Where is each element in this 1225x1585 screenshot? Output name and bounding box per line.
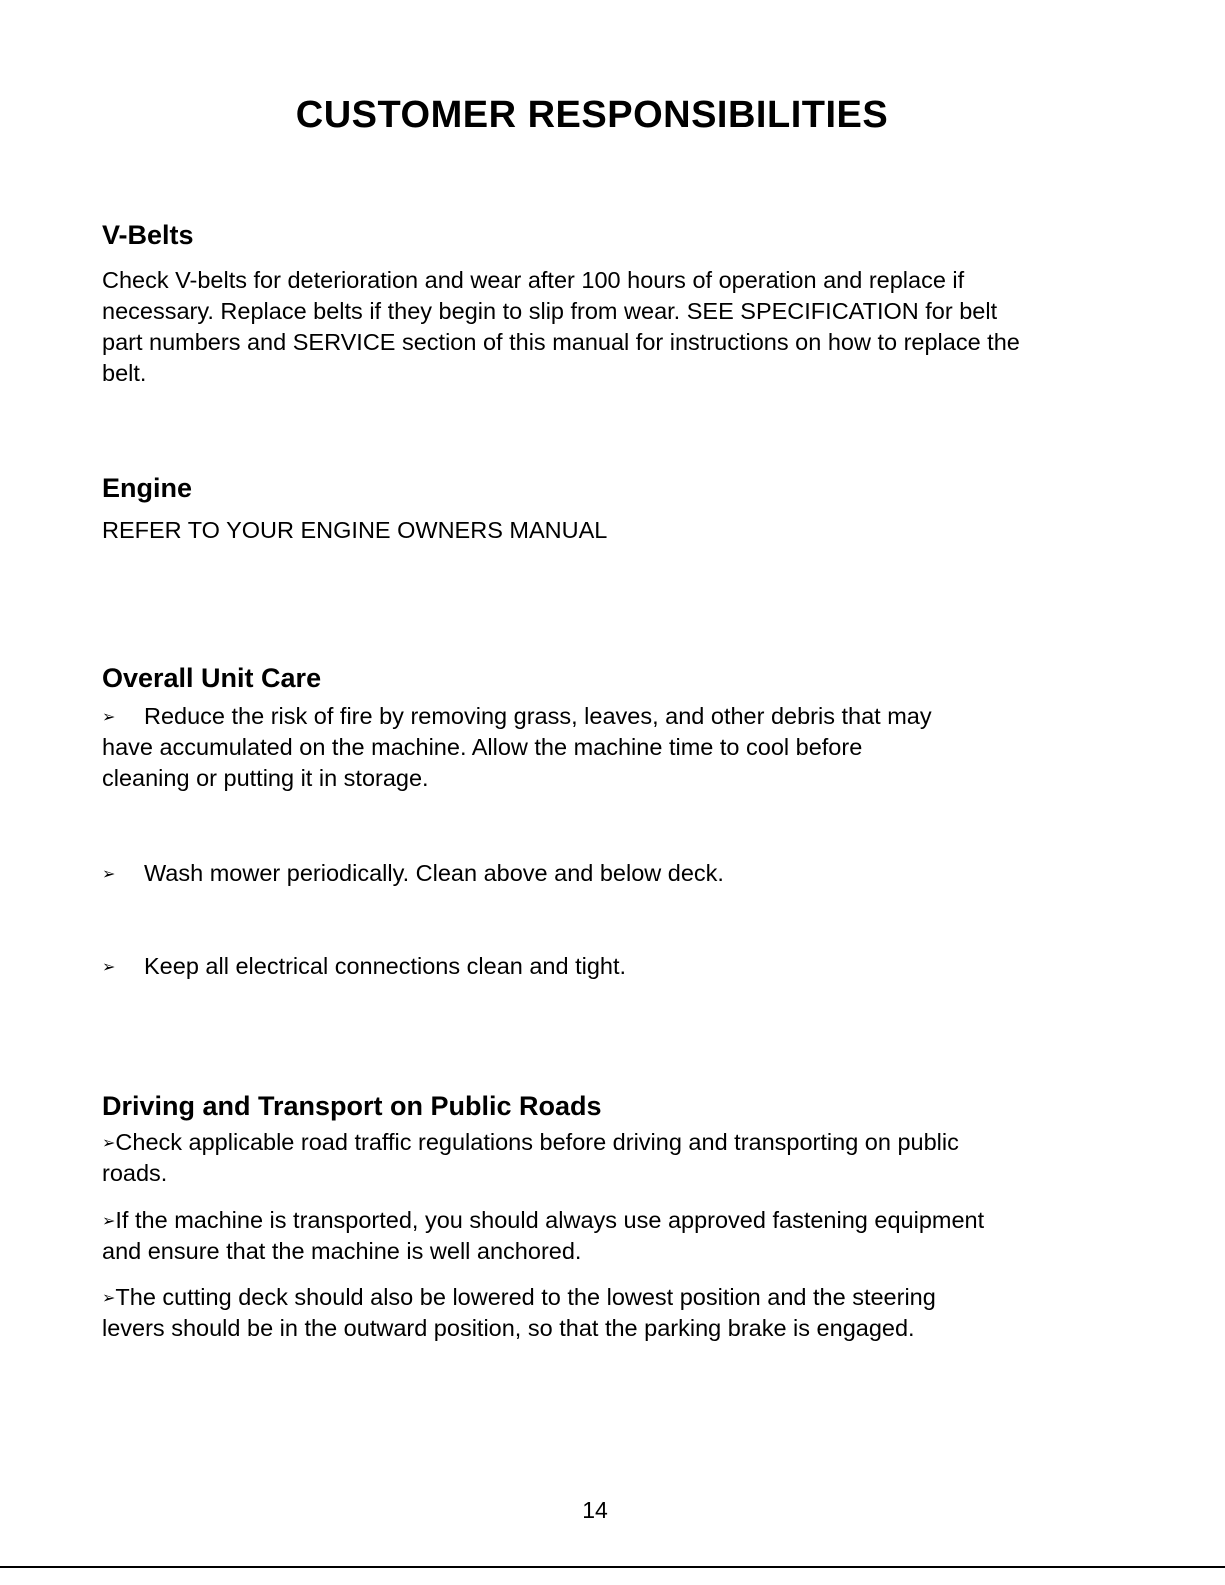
engine-paragraph: REFER TO YOUR ENGINE OWNERS MANUAL	[102, 517, 608, 543]
unit-care-item-text: Keep all electrical connections clean and tight.	[144, 953, 627, 979]
transport-item-text: If the machine is transported, you should always use approved fastening equipment	[115, 1207, 985, 1233]
transport-item-text: The cutting deck should also be lowered to the lowest position and the steering	[115, 1284, 936, 1310]
section-heading-engine: Engine	[102, 473, 193, 503]
transport-item	[102, 1282, 1132, 1344]
vbelts-line: belt.	[102, 360, 147, 386]
page-number: 14	[582, 1497, 608, 1523]
transport-item-text: levers should be in the outward position, so that the parking brake is engaged.	[102, 1315, 915, 1341]
transport-item	[102, 1127, 1132, 1189]
vbelts-paragraph	[102, 265, 1132, 389]
unit-care-item-text: cleaning or putting it in storage.	[102, 765, 429, 791]
page-title: CUSTOMER RESPONSIBILITIES	[295, 94, 889, 136]
arrow-bullet-icon: ➢	[102, 707, 116, 726]
arrow-bullet-icon: ➢	[102, 864, 116, 883]
unit-care-item	[102, 701, 1132, 794]
arrow-bullet-icon: ➢	[102, 1288, 116, 1307]
section-heading-unit-care: Overall Unit Care	[102, 663, 322, 693]
arrow-bullet-icon: ➢	[102, 1133, 116, 1152]
bottom-rule	[0, 1566, 1225, 1568]
section-heading-vbelts: V-Belts	[102, 220, 194, 250]
transport-item-text: Check applicable road traffic regulations before driving and transporting on public	[115, 1129, 959, 1155]
vbelts-line: necessary. Replace belts if they begin to slip from wear. SEE SPECIFICATION for belt	[102, 298, 998, 324]
unit-care-item-text: Reduce the risk of fire by removing grass, leaves, and other debris that may	[144, 703, 932, 729]
arrow-bullet-icon: ➢	[102, 1211, 116, 1230]
unit-care-item	[102, 951, 1132, 982]
unit-care-item-text: Wash mower periodically. Clean above and below deck.	[144, 860, 724, 886]
vbelts-line: Check V-belts for deterioration and wear after 100 hours of operation and replace if	[102, 267, 965, 293]
vbelts-line: part numbers and SERVICE section of this manual for instructions on how to replace the	[102, 329, 1020, 355]
unit-care-item	[102, 858, 1132, 889]
section-heading-transport: Driving and Transport on Public Roads	[102, 1091, 602, 1121]
transport-item-text: and ensure that the machine is well anchored.	[102, 1238, 582, 1264]
arrow-bullet-icon: ➢	[102, 957, 116, 976]
transport-item-text: roads.	[102, 1160, 168, 1186]
transport-item	[102, 1205, 1132, 1267]
unit-care-item-text: have accumulated on the machine. Allow the machine time to cool before	[102, 734, 863, 760]
